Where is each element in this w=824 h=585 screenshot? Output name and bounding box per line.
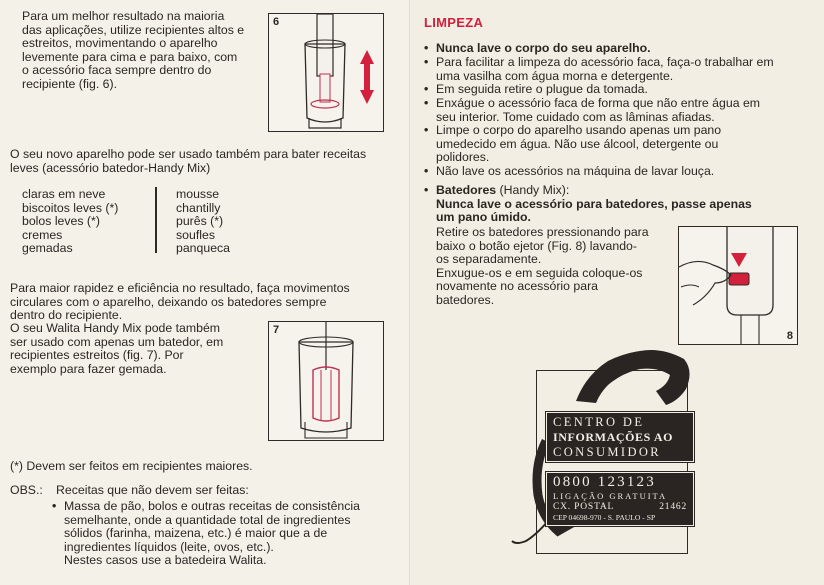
figure-6-label: 6 (273, 16, 280, 28)
obs-text: Receitas que não devem ser feitas: (56, 483, 249, 497)
recipe-list-left (22, 188, 157, 256)
recipe-list-right (176, 188, 276, 256)
list-divider (155, 187, 157, 253)
eject-button-illustration (679, 227, 797, 344)
cleaning-bullet-6 (424, 164, 816, 179)
left-page (0, 0, 410, 585)
intro-line: das aplicações, utilize recipientes altos e (22, 22, 245, 37)
instruction-line: batedores. (436, 292, 495, 307)
batedores-warning-line: Nunca lave o acessório para batedores, passe apenas (436, 196, 752, 211)
consumer-center-label (546, 412, 694, 462)
figure-7 (268, 321, 384, 441)
list-item: mousse (176, 187, 220, 201)
bullet-dot: • (424, 183, 429, 197)
contact-info-label (546, 472, 694, 526)
paragraph-line: ser usado com apenas um batedor, em (10, 334, 224, 349)
paragraph-line: dentro do recipiente. (10, 308, 123, 323)
consumer-center-line2: INFORMAÇÕES AO (553, 430, 674, 444)
paragraph-line: O seu Walita Handy Mix pode também (10, 321, 221, 335)
bullet-line: sólidos (farinha, maizena, etc.) é maior que a de (64, 526, 328, 541)
list-item: claras em neve (22, 187, 106, 201)
section-heading: LIMPEZA (424, 15, 484, 30)
list-item: biscoitos leves (*) (22, 200, 119, 215)
bullet-line: semelhante, onde a quantidade total de ingredientes (64, 512, 351, 527)
consumer-center-line1: CENTRO DE (553, 415, 645, 429)
bullet-line: Não lave os acessórios na máquina de lavar louça. (436, 164, 715, 178)
bullet-line: polidores. (436, 150, 490, 165)
postal-code: CEP 04698-970 - S. PAULO - SP (553, 513, 656, 522)
bullet-line: ingredientes líquidos (leite, ovos, etc.). (64, 539, 274, 554)
bullet-line: Em seguida retire o plugue da tomada. (436, 82, 648, 96)
cleaning-bullet-1 (424, 41, 816, 56)
toll-free-label: LIGAÇÃO GRATUITA (553, 491, 668, 501)
cleaning-bullet-2 (424, 55, 816, 83)
bullet-dot: • (424, 96, 429, 110)
bullet-line: Limpe o corpo do aparelho usando apenas um pano (436, 123, 722, 137)
obs-bullet (52, 499, 394, 568)
figure-8 (678, 226, 798, 345)
obs-label: OBS.: (10, 483, 43, 497)
bullet-line: Para facilitar a limpeza do acessório faca, faça-o trabalhar em (436, 55, 774, 69)
instruction-line: baixo o botão ejetor (Fig. 8) lavando- (436, 238, 637, 253)
instruction-line: novamente no acessório para (436, 279, 599, 294)
batedores-title: Batedores (436, 183, 497, 197)
bullet-dot: • (424, 82, 429, 96)
consumer-center-line3: CONSUMIDOR (553, 445, 662, 459)
paragraph-single-beater (10, 322, 260, 376)
bullet-line: Enxágue o acessório faca de forma que não entre água em (436, 96, 761, 110)
paragraph-uses (10, 148, 402, 175)
bullet-dot: • (424, 55, 429, 69)
intro-line: levemente para cima e para baixo, com (22, 49, 238, 64)
bullet-line: uma vasilha com água morna e detergente. (436, 68, 674, 83)
paragraph-line: leves (acessório batedor-Handy Mix) (10, 160, 211, 175)
batedores-warning-line: um pano úmido. (436, 210, 531, 225)
bullet-line: seu interior. Tome cuidado com as lâminas afiadas. (436, 109, 715, 124)
list-item: soufles (176, 227, 215, 242)
paragraph-line: circulares com o aparelho, deixando os batedores sempre (10, 294, 327, 309)
batedores-subtitle: (Handy Mix): (496, 183, 570, 197)
footnote: (*) Devem ser feitos em recipientes maiores. (10, 459, 253, 473)
bullet-dot: • (424, 164, 429, 178)
paragraph-line: O seu novo aparelho pode ser usado também para bater receitas (10, 147, 367, 161)
cleaning-bullet-4 (424, 96, 816, 124)
bullet-line: umedecido em água. Não use álcool, detergente ou (436, 136, 719, 151)
figure-7-label: 7 (273, 324, 280, 336)
toll-free-number: 0800 123123 (553, 474, 656, 490)
paragraph-line: Para maior rapidez e eficiência no resultado, faça movimentos (10, 281, 350, 295)
list-item: panqueca (176, 241, 231, 256)
bullet-dot: • (52, 499, 57, 513)
blender-in-cup-illustration (269, 14, 383, 131)
list-item: bolos leves (*) (22, 214, 100, 229)
bullet-line: Nunca lave o corpo do seu aparelho. (436, 41, 651, 55)
list-item: chantilly (176, 200, 221, 215)
postal-box-line (547, 501, 693, 513)
bullet-line: Massa de pão, bolos e outras receitas de consistência (64, 499, 360, 513)
paragraph-line: recipientes estreitos (fig. 7). Por (10, 348, 184, 363)
cleaning-bullet-3 (424, 82, 816, 97)
intro-line: o acessório faca sempre dentro do (22, 63, 212, 78)
postal-box-label: CX. POSTAL (553, 502, 615, 512)
instruction-line: Enxugue-os e em seguida coloque-os (436, 265, 643, 280)
instruction-line: Retire os batedores pressionando para (436, 225, 649, 239)
batedores-instructions (436, 226, 681, 308)
bullet-dot: • (424, 41, 429, 55)
beater-in-glass-illustration (269, 322, 383, 440)
bullet-line: Nestes casos use a batedeira Walita. (64, 553, 267, 568)
intro-paragraph (22, 10, 262, 92)
postal-box-number: 21462 (659, 502, 687, 512)
batedores-heading-line (436, 184, 816, 198)
right-page (410, 0, 824, 585)
list-item: purês (*) (176, 214, 224, 229)
paragraph-speed (10, 282, 402, 323)
batedores-section (424, 183, 816, 225)
figure-8-label: 8 (786, 330, 793, 342)
instruction-line: os separadamente. (436, 252, 542, 267)
intro-line: Para um melhor resultado na maioria (22, 9, 225, 23)
cleaning-bullet-5 (424, 123, 816, 165)
bullet-dot: • (424, 123, 429, 137)
intro-line: estreitos, movimentando o aparelho (22, 36, 218, 51)
intro-line: recipiente (fig. 6). (22, 76, 118, 91)
list-item: cremes (22, 227, 63, 242)
figure-6 (268, 13, 384, 132)
paragraph-line: exemplo para fazer gemada. (10, 361, 167, 376)
list-item: gemadas (22, 241, 73, 256)
